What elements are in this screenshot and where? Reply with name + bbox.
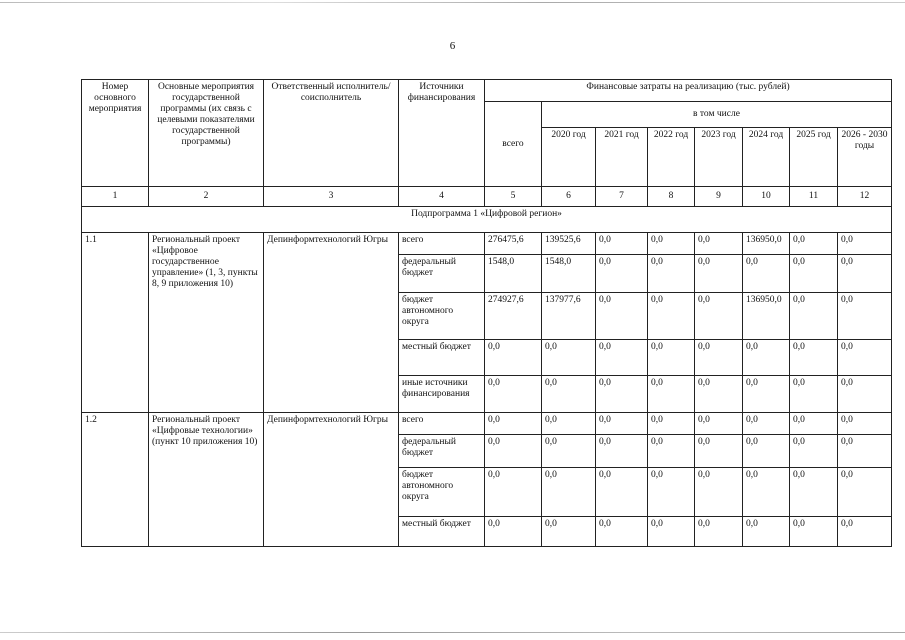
amount-cell: 136950,0 [743, 233, 790, 255]
amount-cell: 0,0 [695, 233, 743, 255]
header-year: 2025 год [790, 128, 838, 187]
amount-cell: 0,0 [648, 413, 695, 435]
header-year: 2023 год [695, 128, 743, 187]
item-executor: Депинформтехнологий Югры [264, 413, 399, 547]
column-number: 10 [743, 187, 790, 207]
table-row [82, 233, 892, 255]
header-activities: Основные мероприятия государственной программы (их связь с целевыми показателями государственной программы) [149, 80, 264, 187]
amount-cell: 0,0 [838, 435, 892, 468]
column-number: 6 [542, 187, 596, 207]
amount-cell: 0,0 [485, 468, 542, 517]
column-number: 5 [485, 187, 542, 207]
column-number: 11 [790, 187, 838, 207]
amount-cell: 0,0 [743, 413, 790, 435]
column-number: 8 [648, 187, 695, 207]
header-total: всего [485, 102, 542, 187]
page-number: 6 [449, 40, 456, 52]
amount-cell: 0,0 [838, 468, 892, 517]
amount-cell: 0,0 [838, 376, 892, 413]
amount-cell: 0,0 [485, 517, 542, 547]
funding-source: бюджет автономного округа [399, 293, 485, 340]
column-number: 7 [596, 187, 648, 207]
amount-cell: 276475,6 [485, 233, 542, 255]
subprogram-title: Подпрограмма 1 «Цифровой регион» [82, 207, 892, 233]
header-financial-costs: Финансовые затраты на реализацию (тыс. рублей) [485, 80, 892, 102]
column-number: 4 [399, 187, 485, 207]
amount-cell: 0,0 [648, 340, 695, 376]
amount-cell: 0,0 [790, 340, 838, 376]
amount-cell: 0,0 [596, 413, 648, 435]
amount-cell: 0,0 [596, 468, 648, 517]
amount-cell: 0,0 [648, 517, 695, 547]
subprogram-row [82, 207, 892, 233]
amount-cell: 0,0 [790, 376, 838, 413]
amount-cell: 0,0 [790, 468, 838, 517]
amount-cell: 0,0 [790, 233, 838, 255]
header-year: 2026 - 2030 годы [838, 128, 892, 187]
amount-cell: 136950,0 [743, 293, 790, 340]
amount-cell: 0,0 [542, 435, 596, 468]
funding-source: федеральный бюджет [399, 435, 485, 468]
amount-cell: 0,0 [542, 340, 596, 376]
amount-cell: 0,0 [838, 340, 892, 376]
amount-cell: 0,0 [542, 413, 596, 435]
header-year: 2024 год [743, 128, 790, 187]
item-executor: Депинформтехнологий Югры [264, 233, 399, 413]
amount-cell: 0,0 [648, 376, 695, 413]
amount-cell: 0,0 [695, 376, 743, 413]
amount-cell: 0,0 [648, 468, 695, 517]
funding-source: всего [399, 413, 485, 435]
amount-cell: 0,0 [743, 468, 790, 517]
amount-cell: 0,0 [695, 413, 743, 435]
header-year: 2021 год [596, 128, 648, 187]
amount-cell: 0,0 [648, 293, 695, 340]
funding-source: местный бюджет [399, 517, 485, 547]
header-executor: Ответственный исполнитель/соисполнитель [264, 80, 399, 187]
amount-cell: 137977,6 [542, 293, 596, 340]
column-number: 9 [695, 187, 743, 207]
amount-cell: 0,0 [596, 517, 648, 547]
column-number: 3 [264, 187, 399, 207]
amount-cell: 1548,0 [542, 255, 596, 293]
column-numbers-row [82, 187, 892, 207]
amount-cell: 0,0 [790, 255, 838, 293]
amount-cell: 0,0 [542, 517, 596, 547]
header-sources: Источники финансирования [399, 80, 485, 187]
header-including: в том числе [542, 102, 892, 128]
header-number: Номер основного мероприятия [82, 80, 149, 187]
amount-cell: 0,0 [485, 340, 542, 376]
column-number: 12 [838, 187, 892, 207]
amount-cell: 0,0 [485, 435, 542, 468]
amount-cell: 0,0 [743, 435, 790, 468]
amount-cell: 0,0 [596, 340, 648, 376]
funding-source: всего [399, 233, 485, 255]
amount-cell: 0,0 [596, 293, 648, 340]
amount-cell: 274927,6 [485, 293, 542, 340]
amount-cell: 0,0 [648, 435, 695, 468]
column-number: 1 [82, 187, 149, 207]
table-row [82, 413, 892, 435]
amount-cell: 139525,6 [542, 233, 596, 255]
amount-cell: 0,0 [695, 435, 743, 468]
column-number: 2 [149, 187, 264, 207]
funding-source: бюджет автономного округа [399, 468, 485, 517]
item-name: Региональный проект «Цифровые технологии» (пункт 10 приложения 10) [149, 413, 264, 547]
amount-cell: 0,0 [542, 376, 596, 413]
amount-cell: 0,0 [838, 293, 892, 340]
funding-source: местный бюджет [399, 340, 485, 376]
amount-cell: 0,0 [695, 293, 743, 340]
header-year: 2020 год [542, 128, 596, 187]
financing-table [81, 79, 892, 547]
scan-edge-bottom [0, 632, 905, 633]
amount-cell: 0,0 [743, 255, 790, 293]
amount-cell: 0,0 [743, 517, 790, 547]
amount-cell: 1548,0 [485, 255, 542, 293]
item-number: 1.2 [82, 413, 149, 547]
header-row-1 [82, 80, 892, 102]
amount-cell: 0,0 [695, 255, 743, 293]
amount-cell: 0,0 [695, 517, 743, 547]
amount-cell: 0,0 [838, 233, 892, 255]
amount-cell: 0,0 [790, 293, 838, 340]
amount-cell: 0,0 [838, 517, 892, 547]
amount-cell: 0,0 [485, 376, 542, 413]
item-name: Региональный проект «Цифровое государственное управление» (1, 3, пункты 8, 9 приложения 10) [149, 233, 264, 413]
amount-cell: 0,0 [838, 255, 892, 293]
amount-cell: 0,0 [838, 413, 892, 435]
amount-cell: 0,0 [596, 376, 648, 413]
amount-cell: 0,0 [743, 376, 790, 413]
amount-cell: 0,0 [648, 233, 695, 255]
amount-cell: 0,0 [790, 517, 838, 547]
amount-cell: 0,0 [695, 468, 743, 517]
funding-source: иные источники финансирования [399, 376, 485, 413]
amount-cell: 0,0 [596, 435, 648, 468]
item-number: 1.1 [82, 233, 149, 413]
amount-cell: 0,0 [485, 413, 542, 435]
funding-source: федеральный бюджет [399, 255, 485, 293]
amount-cell: 0,0 [790, 435, 838, 468]
amount-cell: 0,0 [743, 340, 790, 376]
amount-cell: 0,0 [542, 468, 596, 517]
amount-cell: 0,0 [596, 233, 648, 255]
scan-edge-top [0, 2, 905, 3]
amount-cell: 0,0 [695, 340, 743, 376]
amount-cell: 0,0 [790, 413, 838, 435]
header-year: 2022 год [648, 128, 695, 187]
amount-cell: 0,0 [648, 255, 695, 293]
amount-cell: 0,0 [596, 255, 648, 293]
